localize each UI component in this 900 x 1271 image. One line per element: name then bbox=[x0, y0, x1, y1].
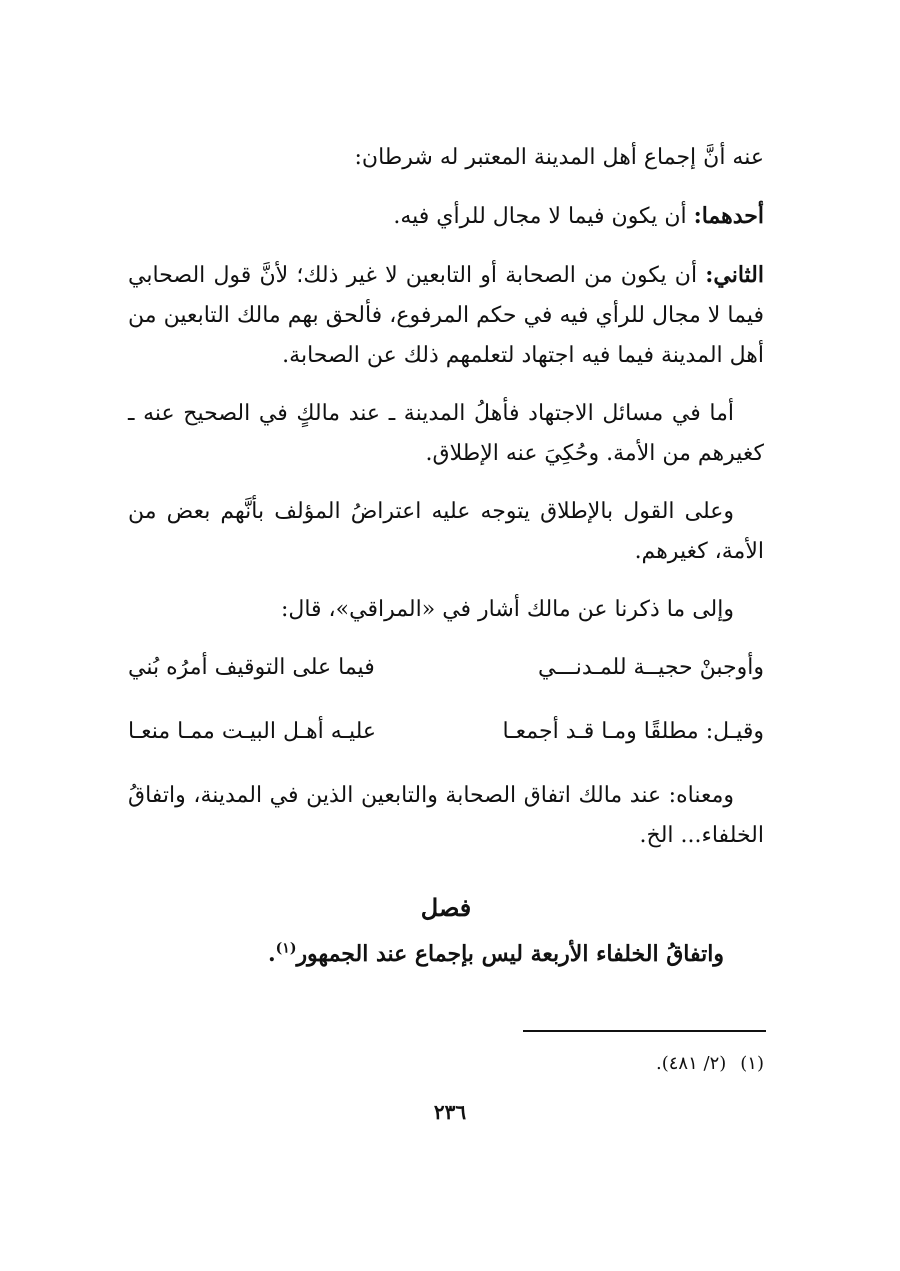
second-condition-paragraph bbox=[128, 255, 764, 376]
page-number: ٢٣٦ bbox=[433, 1100, 467, 1124]
intro-paragraph: عنه أنَّ إجماع أهل المدينة المعتبر له شرطان: bbox=[354, 145, 764, 170]
footnote-marker: (١) bbox=[275, 940, 297, 957]
second-condition-label: الثاني: bbox=[705, 262, 764, 288]
footnote-number: (١) bbox=[740, 1053, 764, 1074]
verse-2-first-hemistich: وقيـل: مطلقًا ومـا قـد أجمعـا bbox=[502, 719, 764, 744]
first-condition-text: أن يكون فيما لا مجال للرأي فيه. bbox=[393, 204, 694, 229]
maraqi-paragraph: وإلى ما ذكرنا عن مالك أشار في «المراقي»، قال: bbox=[280, 597, 734, 622]
footnote-text: (٢/ ٤٨١). bbox=[656, 1053, 727, 1074]
first-condition-label: أحدهما: bbox=[693, 203, 764, 229]
meaning-paragraph: ومعناه: عند مالك اتفاق الصحابة والتابعين الذين في المدينة، واتفاقُ الخلفاء... الخ. bbox=[128, 783, 764, 848]
ijtihad-paragraph: أما في مسائل الاجتهاد فأهلُ المدينة ـ عند مالكٍ في الصحيح عنه ـ كغيرهم من الأمة. وحُكِيَ عنه الإطلاق. bbox=[128, 401, 764, 466]
footnote-separator bbox=[523, 1030, 766, 1032]
verse-line-2 bbox=[128, 712, 764, 752]
objection-paragraph: وعلى القول بالإطلاق يتوجه عليه اعتراضُ المؤلف بأنَّهم بعض من الأمة، كغيرهم. bbox=[128, 499, 764, 564]
verse-line-1 bbox=[128, 648, 764, 688]
footnote bbox=[656, 1050, 764, 1078]
verse-1-second-hemistich: فيما على التوقيف أمرُه بُني bbox=[128, 655, 375, 680]
first-condition-paragraph bbox=[128, 196, 764, 237]
page-body bbox=[128, 138, 764, 974]
section-statement-text: واتفاقُ الخلفاء الأربعة ليس بإجماع عند الجمهور bbox=[296, 941, 724, 967]
section-heading: فصل bbox=[420, 893, 472, 922]
second-condition-text: أن يكون من الصحابة أو التابعين لا غير ذلك؛ لأنَّ قول الصحابي فيما لا مجال للرأي فيه في حكم المرفوع، فألحق بهم مالك التابعين من أهل المدينة فيما فيه اجتهاد لتعلمهم ذلك عن الصحابة. bbox=[128, 263, 764, 368]
section-statement bbox=[128, 934, 764, 974]
verse-2-second-hemistich: عليـه أهـل البيـت ممـا منعـا bbox=[128, 719, 377, 744]
section-statement-end: . bbox=[267, 941, 276, 967]
verse-1-first-hemistich: وأوجبنْ حجيــة للمـدنـــي bbox=[538, 655, 764, 680]
